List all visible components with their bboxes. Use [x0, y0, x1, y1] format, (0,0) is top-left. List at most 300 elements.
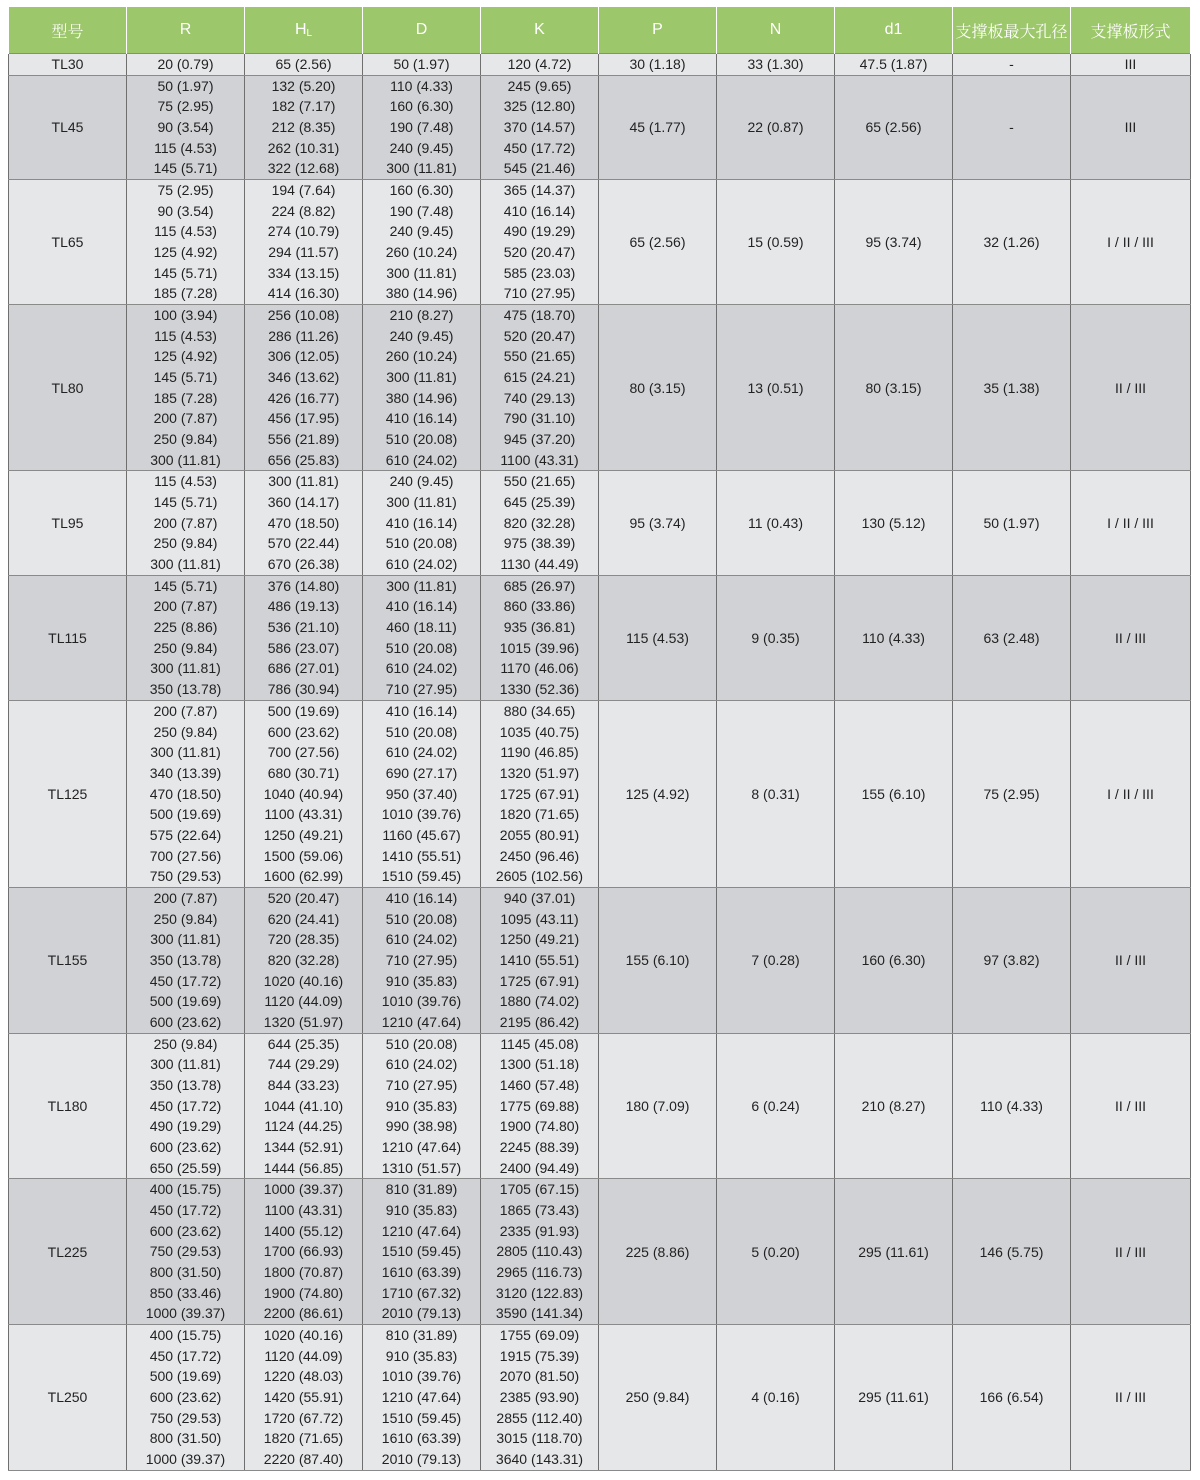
- cell-d: [363, 305, 481, 471]
- cell-value: 194 (7.64): [271, 182, 336, 199]
- cell-value: 2965 (116.73): [496, 1263, 583, 1280]
- cell-d1: 295 (11.61): [835, 1179, 953, 1325]
- cell-d: [363, 471, 481, 575]
- cell-value: 1400 (55.12): [263, 1222, 344, 1239]
- cell-value: 1410 (55.51): [499, 951, 580, 968]
- cell-plate-form: II / III: [1071, 1033, 1191, 1179]
- cell-d1: 160 (6.30): [835, 887, 953, 1033]
- cell-k: [481, 887, 599, 1033]
- cell-value: 1755 (69.09): [499, 1326, 580, 1343]
- cell-plate-form: II / III: [1071, 575, 1191, 700]
- cell-value: 1460 (57.48): [499, 1076, 580, 1093]
- cell-value: 750 (29.53): [149, 1409, 222, 1426]
- cell-value: 1035 (40.75): [499, 723, 580, 740]
- table-row: [9, 54, 1191, 76]
- cell-value: 115 (4.53): [154, 139, 217, 156]
- cell-r: [127, 471, 245, 575]
- cell-value: 160 (6.30): [389, 98, 454, 115]
- cell-value: 410 (16.14): [385, 514, 458, 531]
- cell-value: 300 (11.81): [150, 451, 221, 468]
- cell-value: 510 (20.08): [385, 723, 458, 740]
- cell-d: [363, 575, 481, 700]
- cell-value: 115 (4.53): [154, 223, 217, 240]
- cell-value: 1510 (59.45): [381, 868, 462, 885]
- cell-value: 1250 (49.21): [499, 931, 580, 948]
- cell-d: [363, 1324, 481, 1470]
- cell-hl: [245, 1324, 363, 1470]
- cell-value: 2195 (86.42): [499, 1013, 580, 1030]
- cell-value: 426 (16.77): [267, 389, 340, 406]
- cell-value: 2335 (91.93): [499, 1222, 580, 1239]
- cell-max-hole: -: [953, 75, 1071, 179]
- cell-value: 274 (10.79): [267, 223, 340, 240]
- cell-value: 410 (16.14): [385, 889, 458, 906]
- cell-value: 1330 (52.36): [499, 681, 580, 698]
- cell-value: 256 (10.08): [267, 307, 340, 324]
- cell-value: 1865 (73.43): [499, 1201, 580, 1218]
- cell-value: 975 (38.39): [503, 535, 576, 552]
- cell-value: 210 (8.27): [389, 307, 454, 324]
- cell-hl: [245, 1179, 363, 1325]
- cell-d1: 155 (6.10): [835, 700, 953, 887]
- cell-n: 13 (0.51): [717, 305, 835, 471]
- cell-n: 6 (0.24): [717, 1033, 835, 1179]
- cell-value: 1040 (40.94): [263, 785, 344, 802]
- cell-p: 225 (8.86): [599, 1179, 717, 1325]
- cell-hl: [245, 305, 363, 471]
- cell-max-hole: 75 (2.95): [953, 700, 1071, 887]
- cell-value: 224 (8.82): [271, 202, 336, 219]
- cell-value: 2220 (87.40): [263, 1451, 344, 1468]
- cell-value: 610 (24.02): [385, 1056, 458, 1073]
- cell-value: 115 (4.53): [154, 327, 217, 344]
- cell-value: 300 (11.81): [268, 473, 339, 490]
- cell-value: 2010 (79.13): [381, 1305, 462, 1322]
- cell-value: 240 (9.45): [389, 139, 454, 156]
- cell-n: 7 (0.28): [717, 887, 835, 1033]
- cell-value: 346 (13.62): [267, 369, 340, 386]
- cell-value: 1010 (39.76): [381, 806, 462, 823]
- cell-value: 75 (2.95): [157, 98, 214, 115]
- cell-value: 1900 (74.80): [499, 1118, 580, 1135]
- cell-value: 500 (19.69): [149, 993, 222, 1010]
- cell-k: [481, 471, 599, 575]
- cell-value: 460 (18.11): [386, 619, 457, 636]
- cell-value: 786 (30.94): [267, 681, 340, 698]
- cell-value: 700 (27.56): [149, 847, 222, 864]
- cell-value: 1100 (43.31): [264, 806, 343, 823]
- cell-value: 250 (9.84): [153, 639, 218, 656]
- cell-max-hole: 146 (5.75): [953, 1179, 1071, 1325]
- cell-k: [481, 54, 599, 76]
- cell-model: TL65: [9, 180, 127, 305]
- cell-k: [481, 575, 599, 700]
- cell-value: 1170 (46.06): [500, 660, 579, 677]
- cell-value: 410 (16.14): [503, 202, 576, 219]
- cell-value: 300 (11.81): [150, 744, 221, 761]
- table-row: [9, 75, 1191, 179]
- cell-value: 1145 (45.08): [500, 1035, 579, 1052]
- cell-value: 120 (4.72): [507, 56, 572, 72]
- cell-value: 1820 (71.65): [263, 1430, 344, 1447]
- cell-p: 180 (7.09): [599, 1033, 717, 1179]
- cell-value: 1420 (55.91): [263, 1389, 344, 1405]
- cell-p: 250 (9.84): [599, 1324, 717, 1470]
- cell-model: TL115: [9, 575, 127, 700]
- cell-value: 550 (21.65): [503, 348, 576, 365]
- header-k: K: [481, 7, 599, 54]
- cell-value: 115 (4.53): [154, 473, 217, 490]
- cell-value: 3120 (122.83): [495, 1284, 584, 1301]
- cell-value: 910 (35.83): [385, 1347, 458, 1364]
- cell-value: 600 (23.62): [149, 1013, 222, 1030]
- cell-value: 644 (25.35): [267, 1035, 340, 1052]
- cell-value: 510 (20.08): [385, 910, 458, 927]
- cell-value: 20 (0.79): [157, 56, 214, 72]
- cell-value: 1720 (67.72): [263, 1409, 344, 1426]
- cell-plate-form: II / III: [1071, 305, 1191, 471]
- cell-model: TL225: [9, 1179, 127, 1325]
- cell-p: 45 (1.77): [599, 75, 717, 179]
- table-row: [9, 1179, 1191, 1325]
- cell-r: [127, 75, 245, 179]
- cell-value: 300 (11.81): [386, 577, 457, 594]
- cell-value: 475 (18.70): [503, 307, 576, 324]
- cell-value: 800 (31.50): [149, 1430, 222, 1447]
- cell-r: [127, 887, 245, 1033]
- cell-value: 1610 (63.39): [381, 1263, 462, 1280]
- header-n: N: [717, 7, 835, 54]
- cell-value: 1000 (39.37): [263, 1181, 344, 1198]
- cell-value: 490 (19.29): [503, 223, 576, 240]
- cell-plate-form: I / II / III: [1071, 700, 1191, 887]
- cell-value: 610 (24.02): [385, 744, 458, 761]
- cell-value: 50 (1.97): [393, 56, 450, 72]
- cell-value: 820 (32.28): [267, 951, 340, 968]
- cell-plate-form: I / II / III: [1071, 180, 1191, 305]
- cell-k: [481, 1324, 599, 1470]
- cell-value: 645 (25.39): [503, 494, 576, 511]
- cell-value: 2805 (110.43): [496, 1243, 583, 1260]
- table-row: [9, 471, 1191, 575]
- cell-hl: [245, 75, 363, 179]
- table-row: [9, 305, 1191, 471]
- cell-value: 262 (10.31): [267, 139, 340, 156]
- cell-value: 380 (14.96): [385, 285, 458, 302]
- cell-value: 556 (21.89): [267, 431, 340, 448]
- cell-value: 260 (10.24): [385, 244, 458, 261]
- cell-n: 11 (0.43): [717, 471, 835, 575]
- cell-value: 810 (31.89): [385, 1181, 458, 1198]
- cell-n: 8 (0.31): [717, 700, 835, 887]
- cell-value: 586 (23.07): [267, 639, 340, 656]
- table-row: [9, 575, 1191, 700]
- cell-value: 1100 (43.31): [500, 451, 579, 468]
- cell-value: 1820 (71.65): [499, 806, 580, 823]
- cell-value: 3015 (118.70): [496, 1430, 583, 1447]
- cell-value: 90 (3.54): [157, 202, 214, 219]
- cell-value: 300 (11.81): [386, 160, 457, 177]
- cell-max-hole: 166 (6.54): [953, 1324, 1071, 1470]
- cell-value: 3640 (143.31): [495, 1451, 584, 1468]
- cell-r: [127, 1033, 245, 1179]
- cell-value: 125 (4.92): [153, 244, 218, 261]
- cell-value: 145 (5.71): [153, 160, 218, 177]
- cell-r: [127, 180, 245, 305]
- cell-value: 570 (22.44): [267, 535, 340, 552]
- cell-value: 750 (29.53): [149, 1243, 222, 1260]
- header-d1: d1: [835, 7, 953, 54]
- cell-d: [363, 700, 481, 887]
- cell-value: 850 (33.46): [149, 1284, 222, 1301]
- cell-value: 1010 (39.76): [381, 993, 462, 1010]
- cell-value: 50 (1.97): [157, 77, 214, 94]
- cell-value: 306 (12.05): [267, 348, 340, 365]
- cell-value: 240 (9.45): [389, 223, 454, 240]
- cell-value: 1600 (62.99): [263, 868, 344, 885]
- table-row: [9, 700, 1191, 887]
- cell-value: 700 (27.56): [267, 744, 340, 761]
- cell-max-hole: 110 (4.33): [953, 1033, 1071, 1179]
- cell-value: 286 (11.26): [268, 327, 339, 344]
- cell-value: 325 (12.80): [503, 98, 576, 115]
- cell-d: [363, 180, 481, 305]
- cell-k: [481, 305, 599, 471]
- cell-d: [363, 54, 481, 76]
- cell-value: 300 (11.81): [150, 556, 221, 573]
- cell-value: 500 (19.69): [149, 1368, 222, 1385]
- cell-max-hole: -: [953, 54, 1071, 76]
- cell-value: 490 (19.29): [149, 1118, 222, 1135]
- cell-value: 910 (35.83): [385, 1201, 458, 1218]
- header-hl-main: H: [294, 21, 307, 38]
- cell-value: 250 (9.84): [153, 910, 218, 927]
- cell-value: 950 (37.40): [385, 785, 458, 802]
- cell-value: 300 (11.81): [150, 1056, 221, 1073]
- cell-value: 620 (24.41): [267, 910, 340, 927]
- cell-value: 610 (24.02): [385, 556, 458, 573]
- cell-value: 376 (14.80): [267, 577, 340, 594]
- cell-value: 400 (15.75): [149, 1181, 222, 1198]
- cell-max-hole: 35 (1.38): [953, 305, 1071, 471]
- cell-value: 1120 (44.09): [264, 993, 343, 1010]
- cell-value: 160 (6.30): [389, 182, 454, 199]
- cell-plate-form: III: [1071, 54, 1191, 76]
- cell-value: 250 (9.84): [153, 1035, 218, 1052]
- cell-value: 380 (14.96): [385, 389, 458, 406]
- cell-d: [363, 1179, 481, 1325]
- cell-n: 33 (1.30): [717, 54, 835, 76]
- cell-value: 1725 (67.91): [499, 785, 580, 802]
- cell-value: 820 (32.28): [503, 514, 576, 531]
- cell-r: [127, 1179, 245, 1325]
- cell-value: 500 (19.69): [149, 806, 222, 823]
- cell-value: 510 (20.08): [385, 431, 458, 448]
- cell-d: [363, 887, 481, 1033]
- cell-value: 90 (3.54): [157, 119, 214, 136]
- cell-value: 1320 (51.97): [263, 1013, 344, 1030]
- cell-value: 365 (14.37): [503, 182, 576, 199]
- table-body: [9, 54, 1191, 1471]
- cell-value: 2400 (94.49): [499, 1159, 580, 1176]
- cell-plate-form: II / III: [1071, 1179, 1191, 1325]
- cell-value: 334 (13.15): [267, 264, 340, 281]
- cell-plate-form: I / II / III: [1071, 471, 1191, 575]
- cell-value: 360 (14.17): [267, 494, 340, 511]
- cell-value: 75 (2.95): [157, 182, 214, 199]
- cell-max-hole: 32 (1.26): [953, 180, 1071, 305]
- cell-value: 650 (25.59): [149, 1159, 222, 1176]
- cell-d: [363, 75, 481, 179]
- cell-value: 300 (11.81): [150, 931, 221, 948]
- cell-d1: 110 (4.33): [835, 575, 953, 700]
- cell-value: 1190 (46.85): [500, 744, 579, 761]
- cell-r: [127, 1324, 245, 1470]
- cell-value: 250 (9.84): [153, 431, 218, 448]
- cell-d1: 65 (2.56): [835, 75, 953, 179]
- cell-value: 935 (36.81): [503, 619, 576, 636]
- cell-r: [127, 700, 245, 887]
- cell-value: 600 (23.62): [267, 723, 340, 740]
- cell-value: 125 (4.92): [153, 348, 218, 365]
- cell-value: 200 (7.87): [153, 889, 218, 906]
- cell-max-hole: 63 (2.48): [953, 575, 1071, 700]
- cell-value: 410 (16.14): [385, 702, 458, 719]
- header-hl: [245, 7, 363, 54]
- cell-value: 322 (12.68): [267, 160, 340, 177]
- table-row: [9, 1033, 1191, 1179]
- cell-value: 686 (27.01): [267, 660, 340, 677]
- cell-hl: [245, 180, 363, 305]
- cell-max-hole: 97 (3.82): [953, 887, 1071, 1033]
- cell-value: 300 (11.81): [150, 660, 221, 677]
- cell-value: 300 (11.81): [386, 494, 457, 511]
- cell-value: 670 (26.38): [267, 556, 340, 573]
- cell-value: 1410 (55.51): [381, 847, 462, 864]
- cell-value: 1210 (47.64): [381, 1013, 462, 1030]
- cell-value: 2010 (79.13): [381, 1451, 462, 1468]
- cell-value: 880 (34.65): [503, 702, 576, 719]
- cell-value: 600 (23.62): [149, 1389, 222, 1405]
- cell-value: 65 (2.56): [275, 56, 332, 72]
- cell-max-hole: 50 (1.97): [953, 471, 1071, 575]
- cell-model: TL95: [9, 471, 127, 575]
- cell-n: 4 (0.16): [717, 1324, 835, 1470]
- cell-value: 200 (7.87): [153, 410, 218, 427]
- cell-value: 145 (5.71): [153, 264, 218, 281]
- cell-hl: [245, 887, 363, 1033]
- cell-value: 990 (38.98): [385, 1118, 458, 1135]
- cell-value: 500 (19.69): [267, 702, 340, 719]
- cell-r: [127, 575, 245, 700]
- cell-value: 1710 (67.32): [381, 1284, 462, 1301]
- header-plate-form: 支撑板形式: [1071, 7, 1191, 54]
- cell-value: 240 (9.45): [389, 327, 454, 344]
- header-max-hole: 支撑板最大孔径: [953, 7, 1071, 54]
- cell-value: 400 (15.75): [149, 1326, 222, 1343]
- cell-value: 520 (20.47): [503, 244, 576, 261]
- cell-value: 1095 (43.11): [500, 910, 579, 927]
- cell-model: TL155: [9, 887, 127, 1033]
- cell-d1: 80 (3.15): [835, 305, 953, 471]
- cell-value: 1250 (49.21): [263, 826, 344, 843]
- cell-value: 2450 (96.46): [499, 847, 580, 864]
- cell-value: 212 (8.35): [271, 119, 336, 136]
- table-row: [9, 1324, 1191, 1470]
- cell-p: 80 (3.15): [599, 305, 717, 471]
- cell-hl: [245, 54, 363, 76]
- table-row: [9, 887, 1191, 1033]
- cell-value: 1700 (66.93): [263, 1243, 344, 1260]
- cell-value: 185 (7.28): [153, 389, 218, 406]
- cell-value: 486 (19.13): [267, 598, 340, 615]
- cell-value: 190 (7.48): [389, 119, 454, 136]
- cell-value: 844 (33.23): [267, 1076, 340, 1093]
- cell-value: 1210 (47.64): [381, 1389, 462, 1405]
- cell-value: 550 (21.65): [503, 473, 576, 490]
- cell-value: 190 (7.48): [389, 202, 454, 219]
- cell-value: 520 (20.47): [503, 327, 576, 344]
- cell-value: 1775 (69.88): [499, 1097, 580, 1114]
- cell-plate-form: II / III: [1071, 1324, 1191, 1470]
- cell-value: 536 (21.10): [267, 619, 340, 636]
- cell-k: [481, 1179, 599, 1325]
- cell-value: 350 (13.78): [149, 951, 222, 968]
- cell-value: 1300 (51.18): [499, 1056, 580, 1073]
- cell-value: 260 (10.24): [385, 348, 458, 365]
- cell-value: 510 (20.08): [385, 535, 458, 552]
- cell-hl: [245, 1033, 363, 1179]
- cell-model: TL80: [9, 305, 127, 471]
- cell-value: 3590 (141.34): [495, 1305, 584, 1322]
- cell-value: 1020 (40.16): [263, 1326, 344, 1343]
- cell-value: 100 (3.94): [153, 307, 218, 324]
- cell-value: 520 (20.47): [267, 889, 340, 906]
- cell-value: 940 (37.01): [503, 889, 576, 906]
- cell-value: 200 (7.87): [153, 702, 218, 719]
- cell-value: 510 (20.08): [385, 1035, 458, 1052]
- cell-value: 800 (31.50): [149, 1263, 222, 1280]
- cell-value: 370 (14.57): [503, 119, 576, 136]
- cell-model: TL45: [9, 75, 127, 179]
- header-row: [9, 7, 1191, 54]
- cell-plate-form: III: [1071, 75, 1191, 179]
- cell-value: 145 (5.71): [153, 494, 218, 511]
- cell-value: 1310 (51.57): [381, 1159, 462, 1176]
- cell-value: 685 (26.97): [503, 577, 576, 594]
- cell-value: 2245 (88.39): [499, 1138, 580, 1155]
- cell-value: 585 (23.03): [503, 264, 576, 281]
- header-model: 型号: [9, 7, 127, 54]
- cell-value: 132 (5.20): [271, 77, 336, 94]
- cell-value: 600 (23.62): [149, 1138, 222, 1155]
- cell-value: 182 (7.17): [271, 98, 336, 115]
- cell-value: 2855 (112.40): [496, 1409, 583, 1426]
- cell-hl: [245, 575, 363, 700]
- table-header: [9, 7, 1191, 54]
- cell-r: [127, 305, 245, 471]
- cell-value: 945 (37.20): [503, 431, 576, 448]
- cell-value: 1320 (51.97): [499, 764, 580, 781]
- cell-value: 1210 (47.64): [381, 1138, 462, 1155]
- header-p: P: [599, 7, 717, 54]
- cell-value: 1100 (43.31): [264, 1201, 343, 1218]
- cell-value: 2385 (93.90): [499, 1389, 580, 1405]
- cell-value: 910 (35.83): [385, 1097, 458, 1114]
- cell-value: 450 (17.72): [149, 1201, 222, 1218]
- cell-value: 250 (9.84): [153, 723, 218, 740]
- cell-value: 1800 (70.87): [263, 1263, 344, 1280]
